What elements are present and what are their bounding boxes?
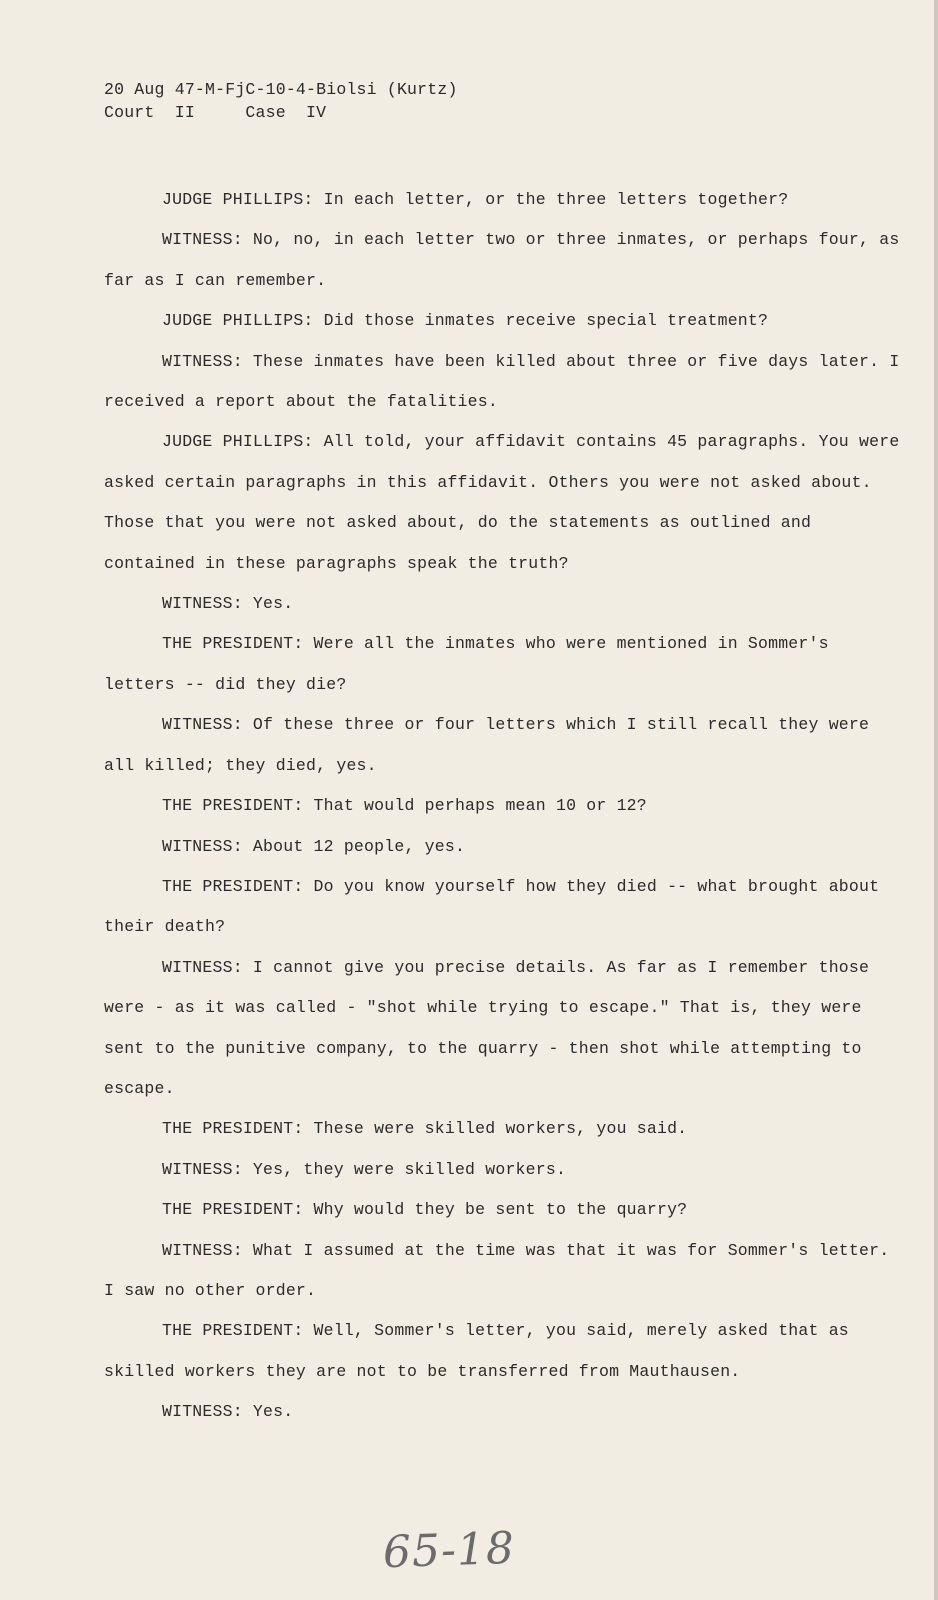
transcript-paragraph: WITNESS: These inmates have been killed about three or five days later. I received a report about the fatalities. [104, 351, 900, 412]
handwritten-page-number: 65-18 [382, 1522, 516, 1579]
transcript-paragraph: WITNESS: Yes. [162, 1402, 294, 1422]
transcript-body [104, 180, 904, 1433]
transcript-paragraph: JUDGE PHILLIPS: All told, your affidavit contains 45 paragraphs. You were asked certain paragraphs in this affidavit. Others you were not asked about. Those that you were not asked about, do the statements as outlined and contained in these paragraphs speak the truth? [104, 432, 900, 573]
transcript-paragraph: THE PRESIDENT: Well, Sommer's letter, you said, merely asked that as skilled workers they are not to be transferred from Mauthausen. [104, 1321, 849, 1381]
transcript-paragraph: WITNESS: What I assumed at the time was that it was for Sommer's letter. I saw no other order. [104, 1240, 890, 1300]
transcript-paragraph: THE PRESIDENT: Do you know yourself how they died -- what brought about their death? [104, 876, 880, 937]
transcript-paragraph: WITNESS: Yes, they were skilled workers. [162, 1159, 567, 1179]
transcript-paragraph: JUDGE PHILLIPS: Did those inmates receive special treatment? [162, 311, 769, 331]
transcript-paragraph: WITNESS: Of these three or four letters which I still recall they were all killed; they died, yes. [104, 715, 870, 775]
transcript-paragraph: WITNESS: No, no, in each letter two or three inmates, or perhaps four, as far as I can remember. [104, 230, 900, 290]
transcript [104, 78, 904, 1433]
transcript-paragraph: THE PRESIDENT: Were all the inmates who were mentioned in Sommer's letters -- did they die? [104, 634, 829, 694]
header-court-case: Court II Case IV [104, 103, 327, 122]
transcript-paragraph: THE PRESIDENT: That would perhaps mean 10 or 12? [162, 796, 647, 816]
transcript-paragraph: WITNESS: I cannot give you precise details. As far as I remember those were - as it was called - "shot while trying to escape." That is, they were sent to the punitive company, to the quarry - then shot while attempting to escape. [104, 957, 870, 1098]
transcript-paragraph: THE PRESIDENT: Why would they be sent to the quarry? [162, 1200, 688, 1220]
header-reference: 20 Aug 47-M-FjC-10-4-Biolsi (Kurtz) [104, 80, 458, 99]
transcript-paragraph: THE PRESIDENT: These were skilled workers, you said. [162, 1119, 688, 1139]
transcript-paragraph: WITNESS: Yes. [162, 594, 294, 614]
transcript-paragraph: WITNESS: About 12 people, yes. [162, 836, 466, 856]
transcript-paragraph: JUDGE PHILLIPS: In each letter, or the three letters together? [162, 190, 789, 209]
